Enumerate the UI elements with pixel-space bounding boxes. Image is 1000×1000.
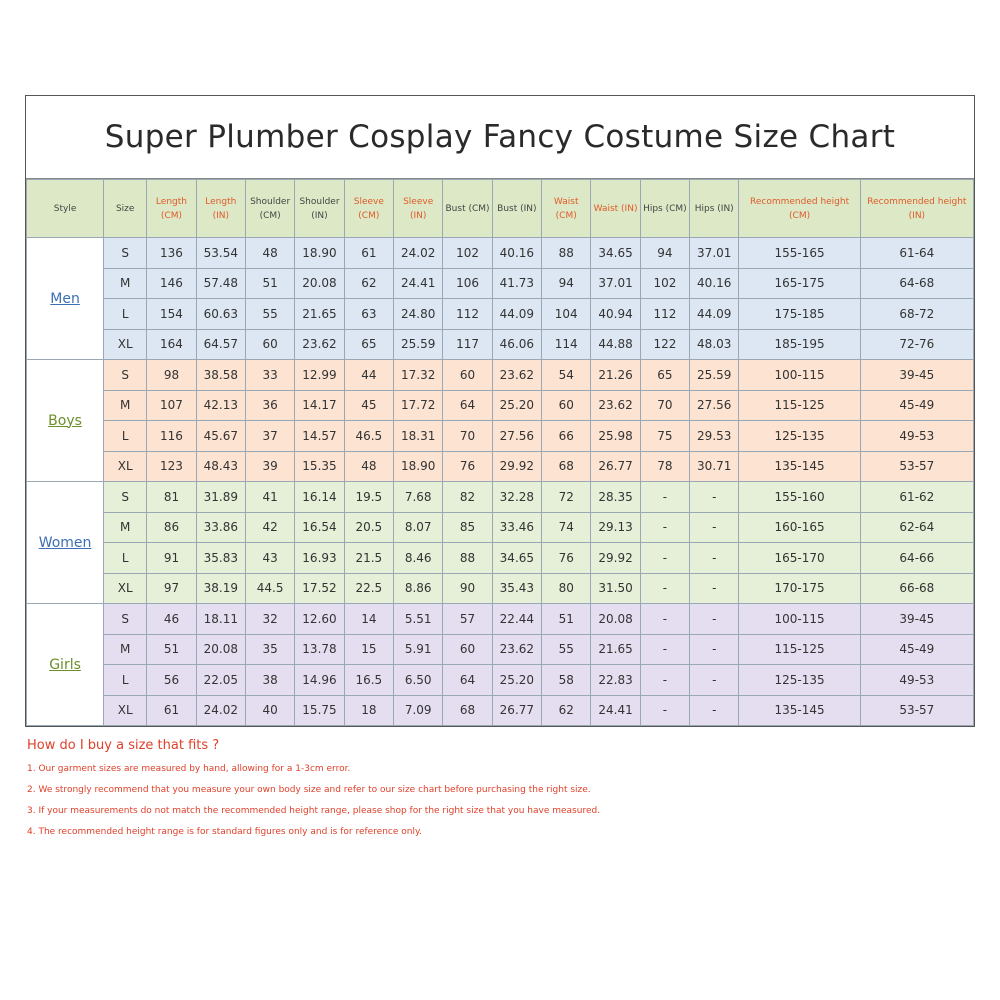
value-cell: 117 [443,329,492,360]
header-cell: Length (CM) [147,180,196,238]
table-row [27,360,974,391]
value-cell: 29.92 [492,451,541,482]
value-cell: 43 [245,543,294,574]
table-row [27,512,974,543]
value-cell: 44 [344,360,393,391]
value-cell: 34.65 [492,543,541,574]
size-chart [25,95,975,727]
value-cell: 58 [542,665,591,696]
value-cell: 70 [640,390,689,421]
value-cell: 66-68 [860,573,973,604]
value-cell: 64.57 [196,329,245,360]
size-cell: M [104,268,147,299]
value-cell: 54 [542,360,591,391]
size-cell: XL [104,695,147,726]
value-cell: 165-170 [739,543,860,574]
value-cell: 36 [245,390,294,421]
value-cell: 38 [245,665,294,696]
value-cell: 42.13 [196,390,245,421]
value-cell: - [690,695,739,726]
value-cell: 33.46 [492,512,541,543]
size-cell: S [104,482,147,513]
value-cell: 23.62 [492,634,541,665]
value-cell: 98 [147,360,196,391]
value-cell: 24.02 [394,238,443,269]
value-cell: 16.54 [295,512,344,543]
value-cell: 23.62 [492,360,541,391]
value-cell: 146 [147,268,196,299]
value-cell: 13.78 [295,634,344,665]
header-cell: Size [104,180,147,238]
value-cell: 64 [443,665,492,696]
value-cell: 68 [542,451,591,482]
value-cell: 104 [542,299,591,330]
value-cell: 115-125 [739,390,860,421]
value-cell: 22.05 [196,665,245,696]
value-cell: 70 [443,421,492,452]
value-cell: 23.62 [295,329,344,360]
table-row [27,482,974,513]
value-cell: 17.52 [295,573,344,604]
value-cell: 35.83 [196,543,245,574]
value-cell: 15.75 [295,695,344,726]
size-cell: L [104,299,147,330]
value-cell: 65 [344,329,393,360]
value-cell: - [640,482,689,513]
value-cell: 76 [542,543,591,574]
value-cell: 165-175 [739,268,860,299]
value-cell: 12.60 [295,604,344,635]
value-cell: 15.35 [295,451,344,482]
header-cell: Hips (CM) [640,180,689,238]
header-cell: Bust (IN) [492,180,541,238]
size-notes [27,738,967,843]
value-cell: 55 [542,634,591,665]
value-cell: - [640,512,689,543]
value-cell: 41.73 [492,268,541,299]
table-row [27,390,974,421]
value-cell: 75 [640,421,689,452]
value-cell: 62 [344,268,393,299]
value-cell: 42 [245,512,294,543]
value-cell: 48.43 [196,451,245,482]
value-cell: 24.02 [196,695,245,726]
value-cell: 116 [147,421,196,452]
value-cell: 82 [443,482,492,513]
header-cell: Style [27,180,104,238]
value-cell: 16.14 [295,482,344,513]
value-cell: 27.56 [690,390,739,421]
table-row [27,543,974,574]
value-cell: 51 [542,604,591,635]
value-cell: 8.86 [394,573,443,604]
value-cell: 60 [443,634,492,665]
value-cell: 68 [443,695,492,726]
value-cell: 164 [147,329,196,360]
value-cell: 100-115 [739,360,860,391]
value-cell: 21.65 [295,299,344,330]
value-cell: 14.57 [295,421,344,452]
value-cell: 60 [443,360,492,391]
value-cell: 44.09 [492,299,541,330]
value-cell: 46.06 [492,329,541,360]
size-cell: S [104,604,147,635]
value-cell: 7.09 [394,695,443,726]
value-cell: 29.53 [690,421,739,452]
value-cell: 154 [147,299,196,330]
value-cell: 16.93 [295,543,344,574]
value-cell: 40.16 [690,268,739,299]
value-cell: 12.99 [295,360,344,391]
value-cell: 35.43 [492,573,541,604]
value-cell: 122 [640,329,689,360]
value-cell: 29.13 [591,512,640,543]
value-cell: 16.5 [344,665,393,696]
value-cell: 31.89 [196,482,245,513]
value-cell: - [640,604,689,635]
value-cell: 60.63 [196,299,245,330]
header-row [27,180,974,238]
value-cell: 37.01 [690,238,739,269]
value-cell: 32.28 [492,482,541,513]
value-cell: 68-72 [860,299,973,330]
value-cell: 21.65 [591,634,640,665]
value-cell: 24.41 [591,695,640,726]
value-cell: 30.71 [690,451,739,482]
value-cell: 94 [640,238,689,269]
value-cell: 27.56 [492,421,541,452]
value-cell: 21.26 [591,360,640,391]
value-cell: 65 [640,360,689,391]
value-cell: 45 [344,390,393,421]
value-cell: 40.16 [492,238,541,269]
value-cell: 76 [443,451,492,482]
value-cell: 63 [344,299,393,330]
value-cell: 45-49 [860,390,973,421]
value-cell: 115-125 [739,634,860,665]
value-cell: 57.48 [196,268,245,299]
table-body [27,238,974,726]
style-label-men: Men [27,238,104,360]
value-cell: 91 [147,543,196,574]
title-row [26,96,974,179]
style-label-girls: Girls [27,604,104,726]
value-cell: 21.5 [344,543,393,574]
value-cell: 46 [147,604,196,635]
value-cell: 34.65 [591,238,640,269]
header-cell: Waist (IN) [591,180,640,238]
table-row [27,604,974,635]
value-cell: 20.5 [344,512,393,543]
value-cell: 18.31 [394,421,443,452]
value-cell: 94 [542,268,591,299]
note-item: 2. We strongly recommend that you measure your own body size and refer to our size chart before purchasing the right size. [27,785,591,795]
value-cell: 53.54 [196,238,245,269]
header-cell: Shoulder (CM) [245,180,294,238]
value-cell: 6.50 [394,665,443,696]
value-cell: 72 [542,482,591,513]
value-cell: 38.19 [196,573,245,604]
value-cell: 51 [245,268,294,299]
value-cell: 64-66 [860,543,973,574]
value-cell: 23.62 [591,390,640,421]
size-cell: XL [104,329,147,360]
value-cell: 45.67 [196,421,245,452]
value-cell: 22.44 [492,604,541,635]
value-cell: 80 [542,573,591,604]
value-cell: 14.96 [295,665,344,696]
value-cell: 24.41 [394,268,443,299]
table-row [27,695,974,726]
value-cell: 25.59 [690,360,739,391]
value-cell: 44.09 [690,299,739,330]
value-cell: 135-145 [739,695,860,726]
value-cell: 55 [245,299,294,330]
value-cell: 20.08 [295,268,344,299]
value-cell: - [640,573,689,604]
value-cell: - [690,634,739,665]
header-cell: Bust (CM) [443,180,492,238]
size-cell: XL [104,451,147,482]
table-row [27,665,974,696]
style-label-women: Women [27,482,104,604]
header-cell: Waist (CM) [542,180,591,238]
header-cell: Sleeve (CM) [344,180,393,238]
value-cell: 41 [245,482,294,513]
value-cell: 56 [147,665,196,696]
value-cell: 48 [344,451,393,482]
value-cell: 114 [542,329,591,360]
header-cell: Recommended height (CM) [739,180,860,238]
header-cell: Length (IN) [196,180,245,238]
value-cell: 60 [542,390,591,421]
value-cell: 19.5 [344,482,393,513]
value-cell: 26.77 [591,451,640,482]
value-cell: 49-53 [860,421,973,452]
size-table [26,179,974,726]
value-cell: 97 [147,573,196,604]
size-cell: M [104,512,147,543]
value-cell: 18.11 [196,604,245,635]
value-cell: 25.20 [492,665,541,696]
value-cell: - [640,634,689,665]
value-cell: 112 [443,299,492,330]
value-cell: 35 [245,634,294,665]
value-cell: 33 [245,360,294,391]
value-cell: - [690,512,739,543]
value-cell: 155-160 [739,482,860,513]
value-cell: 48 [245,238,294,269]
value-cell: - [640,665,689,696]
value-cell: 26.77 [492,695,541,726]
value-cell: 62 [542,695,591,726]
value-cell: 64 [443,390,492,421]
value-cell: 61 [147,695,196,726]
value-cell: 185-195 [739,329,860,360]
value-cell: 88 [542,238,591,269]
value-cell: 46.5 [344,421,393,452]
value-cell: 74 [542,512,591,543]
value-cell: 37 [245,421,294,452]
value-cell: 25.20 [492,390,541,421]
value-cell: 48.03 [690,329,739,360]
value-cell: 88 [443,543,492,574]
value-cell: 7.68 [394,482,443,513]
value-cell: - [690,573,739,604]
value-cell: 100-115 [739,604,860,635]
value-cell: 5.91 [394,634,443,665]
value-cell: 72-76 [860,329,973,360]
value-cell: 15 [344,634,393,665]
value-cell: 20.08 [591,604,640,635]
value-cell: 81 [147,482,196,513]
value-cell: - [690,543,739,574]
size-cell: S [104,360,147,391]
value-cell: 51 [147,634,196,665]
value-cell: 14.17 [295,390,344,421]
size-cell: M [104,634,147,665]
value-cell: - [690,604,739,635]
value-cell: 31.50 [591,573,640,604]
value-cell: 44.88 [591,329,640,360]
table-row [27,634,974,665]
notes-title: How do I buy a size that fits ? [27,738,220,753]
value-cell: 49-53 [860,665,973,696]
header-cell: Sleeve (IN) [394,180,443,238]
note-item: 4. The recommended height range is for standard figures only and is for reference only. [27,827,422,837]
value-cell: 20.08 [196,634,245,665]
note-item: 3. If your measurements do not match the recommended height range, please shop for the right size that you have measured. [27,806,601,816]
value-cell: 17.72 [394,390,443,421]
value-cell: 175-185 [739,299,860,330]
chart-title: Super Plumber Cosplay Fancy Costume Size Chart [104,119,896,155]
table-row [27,329,974,360]
value-cell: 53-57 [860,695,973,726]
value-cell: - [640,695,689,726]
value-cell: 24.80 [394,299,443,330]
value-cell: 39-45 [860,604,973,635]
value-cell: 107 [147,390,196,421]
value-cell: 135-145 [739,451,860,482]
size-cell: S [104,238,147,269]
value-cell: 61 [344,238,393,269]
value-cell: 8.46 [394,543,443,574]
size-cell: XL [104,573,147,604]
value-cell: 32 [245,604,294,635]
value-cell: 25.98 [591,421,640,452]
size-cell: L [104,543,147,574]
value-cell: 78 [640,451,689,482]
value-cell: - [690,482,739,513]
table-row [27,299,974,330]
value-cell: 160-165 [739,512,860,543]
table-row [27,421,974,452]
table-row [27,238,974,269]
value-cell: 106 [443,268,492,299]
value-cell: 14 [344,604,393,635]
value-cell: 33.86 [196,512,245,543]
value-cell: 61-64 [860,238,973,269]
value-cell: 57 [443,604,492,635]
value-cell: 18.90 [394,451,443,482]
value-cell: 64-68 [860,268,973,299]
table-row [27,573,974,604]
value-cell: 18 [344,695,393,726]
value-cell: 37.01 [591,268,640,299]
value-cell: 39 [245,451,294,482]
table-row [27,268,974,299]
value-cell: 53-57 [860,451,973,482]
value-cell: 44.5 [245,573,294,604]
value-cell: 18.90 [295,238,344,269]
value-cell: 155-165 [739,238,860,269]
value-cell: 28.35 [591,482,640,513]
table-row [27,451,974,482]
value-cell: 61-62 [860,482,973,513]
style-label-boys: Boys [27,360,104,482]
value-cell: 85 [443,512,492,543]
value-cell: 123 [147,451,196,482]
size-cell: L [104,421,147,452]
value-cell: 90 [443,573,492,604]
value-cell: 5.51 [394,604,443,635]
value-cell: 17.32 [394,360,443,391]
value-cell: 40.94 [591,299,640,330]
value-cell: 136 [147,238,196,269]
header-cell: Recommended height (IN) [860,180,973,238]
value-cell: 170-175 [739,573,860,604]
value-cell: 112 [640,299,689,330]
value-cell: 62-64 [860,512,973,543]
value-cell: 102 [443,238,492,269]
value-cell: 29.92 [591,543,640,574]
value-cell: 25.59 [394,329,443,360]
value-cell: 22.5 [344,573,393,604]
value-cell: 40 [245,695,294,726]
value-cell: 125-135 [739,665,860,696]
value-cell: 66 [542,421,591,452]
value-cell: 60 [245,329,294,360]
notes-list [27,759,967,843]
value-cell: 102 [640,268,689,299]
value-cell: 8.07 [394,512,443,543]
note-item: 1. Our garment sizes are measured by hand, allowing for a 1-3cm error. [27,764,351,774]
value-cell: 45-49 [860,634,973,665]
value-cell: 86 [147,512,196,543]
value-cell: 38.58 [196,360,245,391]
value-cell: 125-135 [739,421,860,452]
header-cell: Shoulder (IN) [295,180,344,238]
value-cell: 39-45 [860,360,973,391]
value-cell: - [640,543,689,574]
value-cell: - [690,665,739,696]
header-cell: Hips (IN) [690,180,739,238]
size-cell: M [104,390,147,421]
value-cell: 22.83 [591,665,640,696]
size-cell: L [104,665,147,696]
